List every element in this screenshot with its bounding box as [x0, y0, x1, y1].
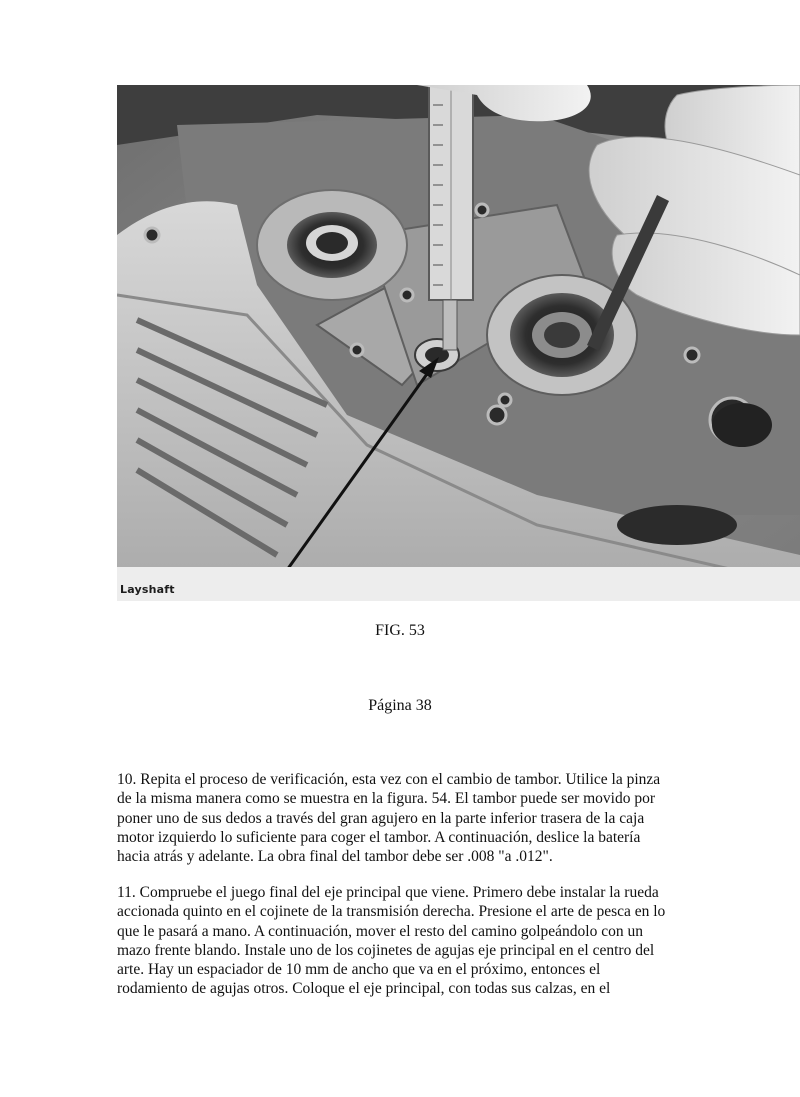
paragraph-line: 11. Compruebe el juego final del eje principal que viene. Primero debe instalar la rueda — [117, 884, 659, 901]
figure-photo — [117, 85, 800, 601]
photo-caption: Layshaft — [120, 583, 175, 596]
engine-case-photo — [117, 85, 800, 601]
paragraph-line: poner uno de sus dedos a través del gran agujero en la parte inferior trasera de la caja — [117, 809, 645, 827]
paragraph-line: de la misma manera como se muestra en la figura. 54. El tambor puede ser movido por — [117, 790, 656, 808]
paragraph-line: 10. Repita el proceso de verificación, esta vez con el cambio de tambor. Utilice la pinza — [117, 771, 661, 788]
paragraph-line: motor izquierdo lo suficiente para coger el tambor. A continuación, deslice la batería — [117, 828, 641, 846]
paragraph-10 — [117, 770, 697, 866]
paragraph-line: mazo frente blando. Instale uno de los cojinetes de agujas eje principal en el centro del — [117, 941, 655, 959]
page-number: Página 38 — [368, 697, 432, 714]
paragraph-line: accionada quinto en el cojinete de la transmisión derecha. Presione el arte de pesca en lo — [117, 903, 666, 921]
paragraph-line: hacia atrás y adelante. La obra final del tambor debe ser .008 "a .012". — [117, 848, 553, 866]
paragraph-line: rodamiento de agujas otros. Coloque el eje principal, con todas sus calzas, en el — [117, 980, 611, 998]
paragraph-line: que le pasará a mano. A continuación, mover el resto del camino golpeándolo con un — [117, 922, 643, 940]
paragraph-line: arte. Hay un espaciador de 10 mm de ancho que va en el próximo, entonces el — [117, 961, 601, 979]
paragraph-11 — [117, 883, 697, 999]
figure-label: FIG. 53 — [375, 622, 425, 639]
